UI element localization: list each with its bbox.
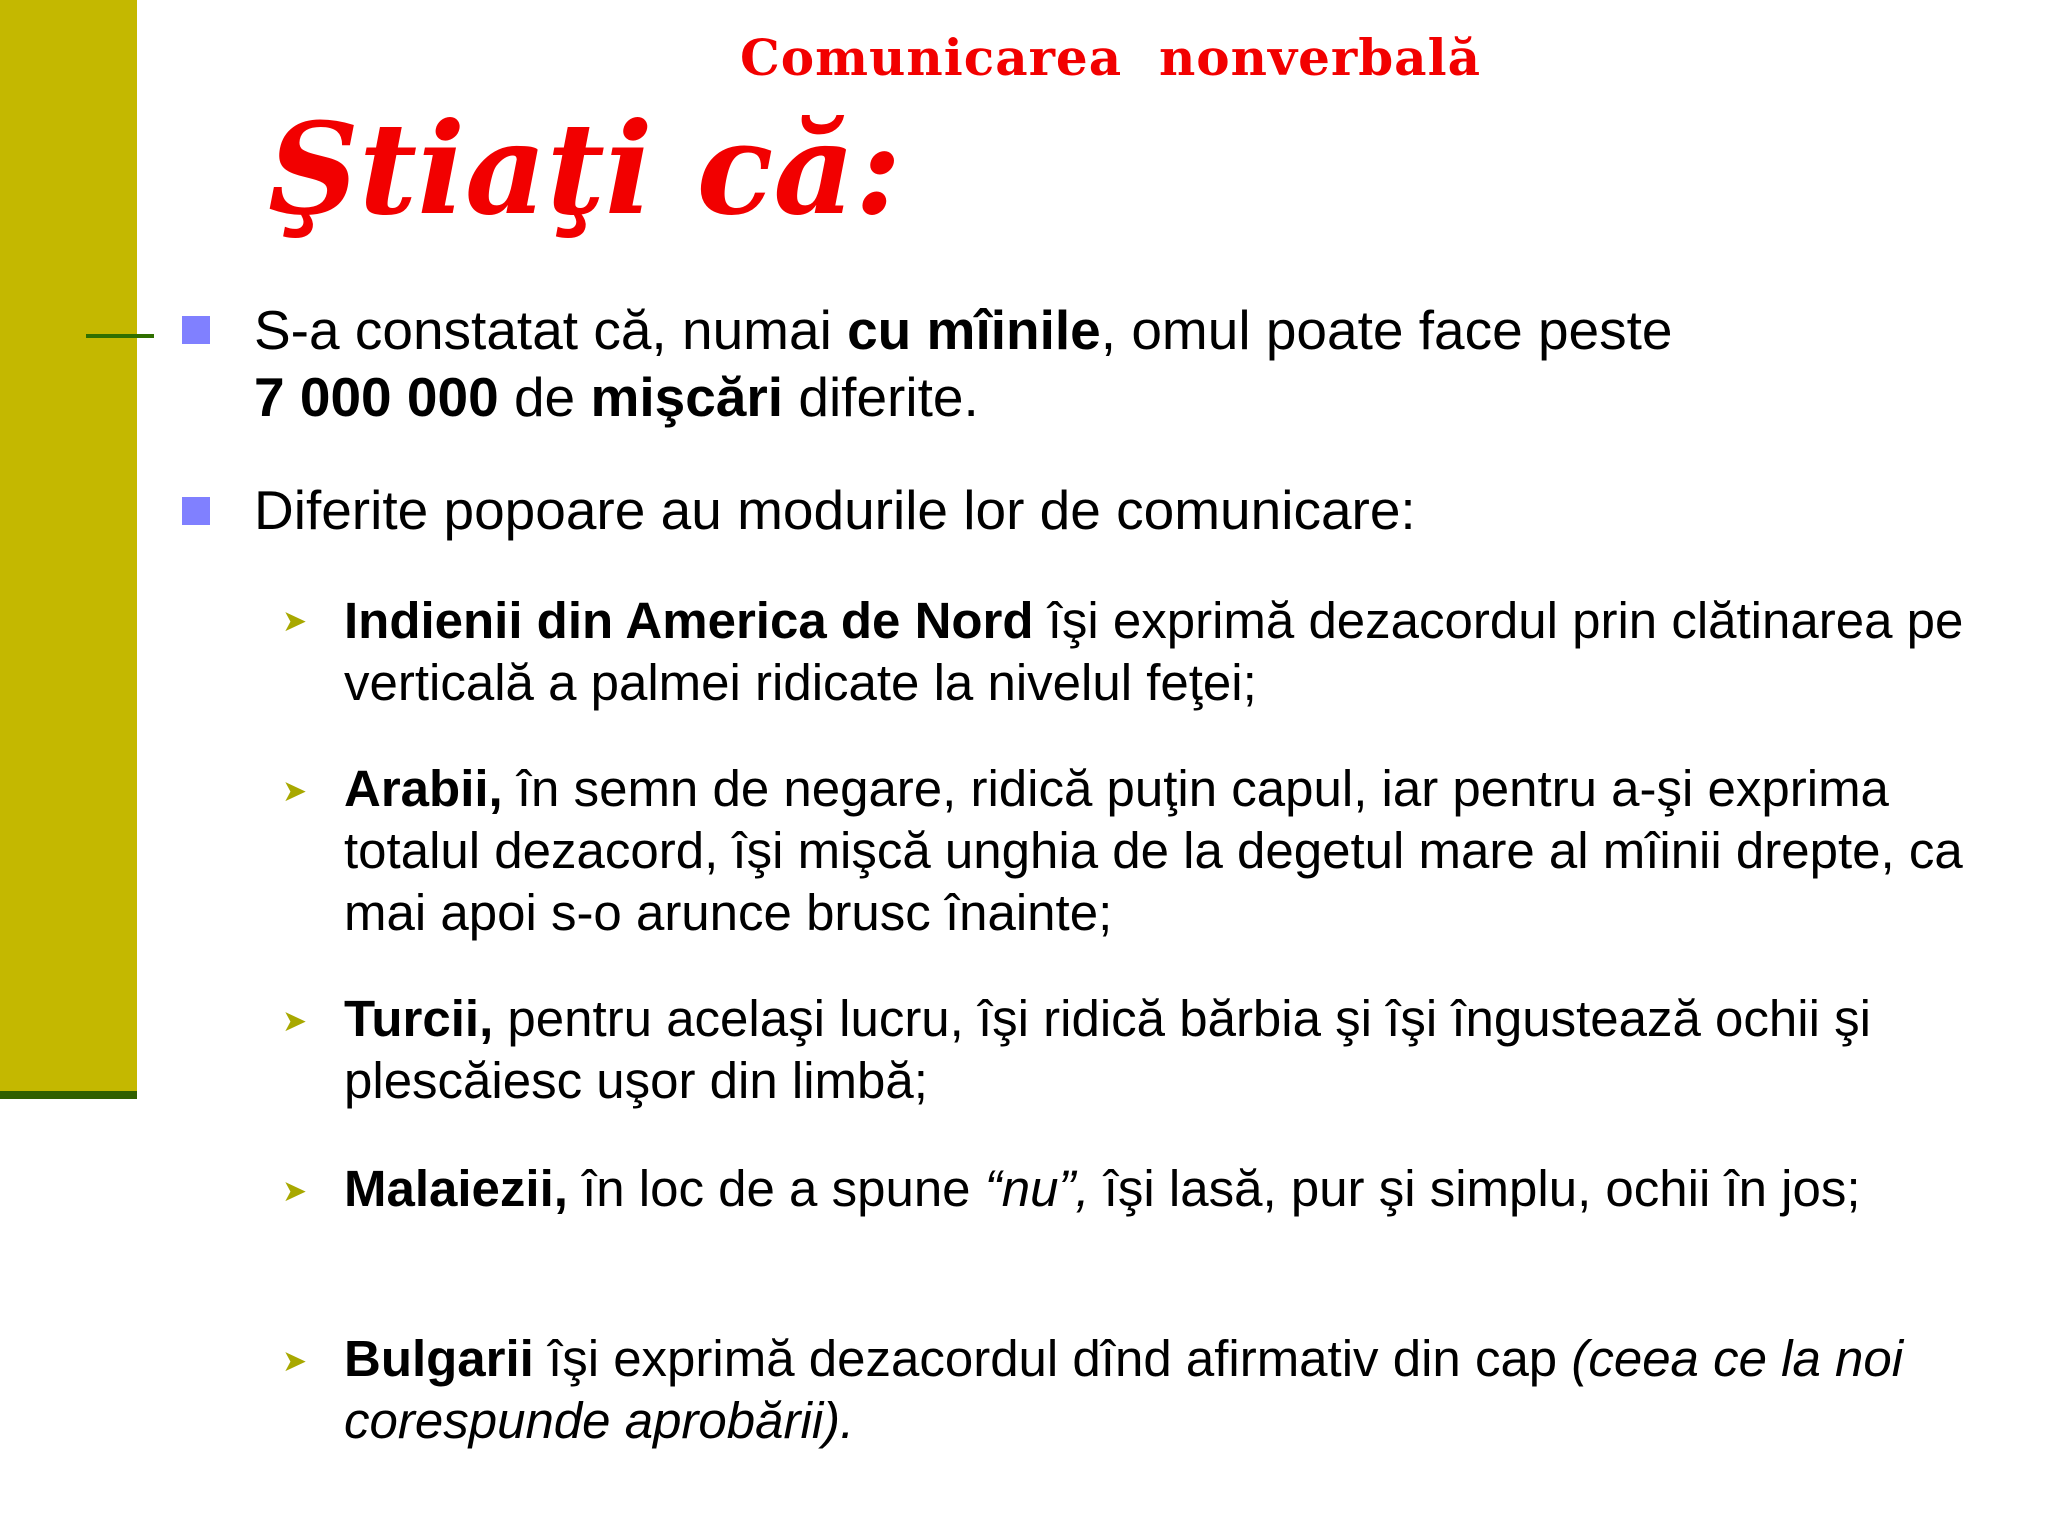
accent-line — [86, 334, 154, 338]
arrow-bullet-icon: ➤ — [282, 775, 308, 808]
left-decorative-bar — [0, 0, 137, 1098]
arrow-bullet-icon: ➤ — [282, 605, 308, 638]
sub-bullet-text-1: Indienii din America de Nord îşi exprimă dezacordul prin clătinarea pe verticală a palmei ridicate la nivelul feţei; — [344, 592, 1964, 711]
sub-bullet-text-2: Arabii, în semn de negare, ridică puţin capul, iar pentru a-şi exprima totalul dezacord, îşi mişcă unghia de la degetul mare al mîinii drepte, ca mai apoi s-o arunce brusc înainte; — [344, 760, 1963, 941]
left-bar-bottom-line — [0, 1091, 137, 1099]
slide-subtitle: Comunicarea nonverbală — [740, 28, 1481, 87]
bullet-text-1: S-a constatat că, numai cu mîinile, omul poate face peste 7 000 000 de mişcări diferite. — [254, 299, 1673, 428]
arrow-bullet-icon: ➤ — [282, 1175, 308, 1208]
square-bullet-icon — [182, 497, 210, 525]
sub-bullet-text-3: Turcii, pentru acelaşi lucru, îşi ridică bărbia şi îşi îngustează ochii şi plescăiesc uşor din limbă; — [344, 990, 1871, 1109]
sub-bullet-text-4: Malaiezii, în loc de a spune “nu”, îşi lasă, pur şi simplu, ochii în jos; — [344, 1160, 1861, 1217]
sub-bullet-text-5: Bulgarii îşi exprimă dezacordul dînd afirmativ din cap (ceea ce la noi corespunde aprobării). — [344, 1330, 1904, 1449]
arrow-bullet-icon: ➤ — [282, 1005, 308, 1038]
bullet-text-2: Diferite popoare au modurile lor de comunicare: — [254, 479, 1416, 541]
arrow-bullet-icon: ➤ — [282, 1345, 308, 1378]
square-bullet-icon — [182, 316, 210, 344]
slide-title: Ştiaţi că: — [268, 95, 902, 243]
